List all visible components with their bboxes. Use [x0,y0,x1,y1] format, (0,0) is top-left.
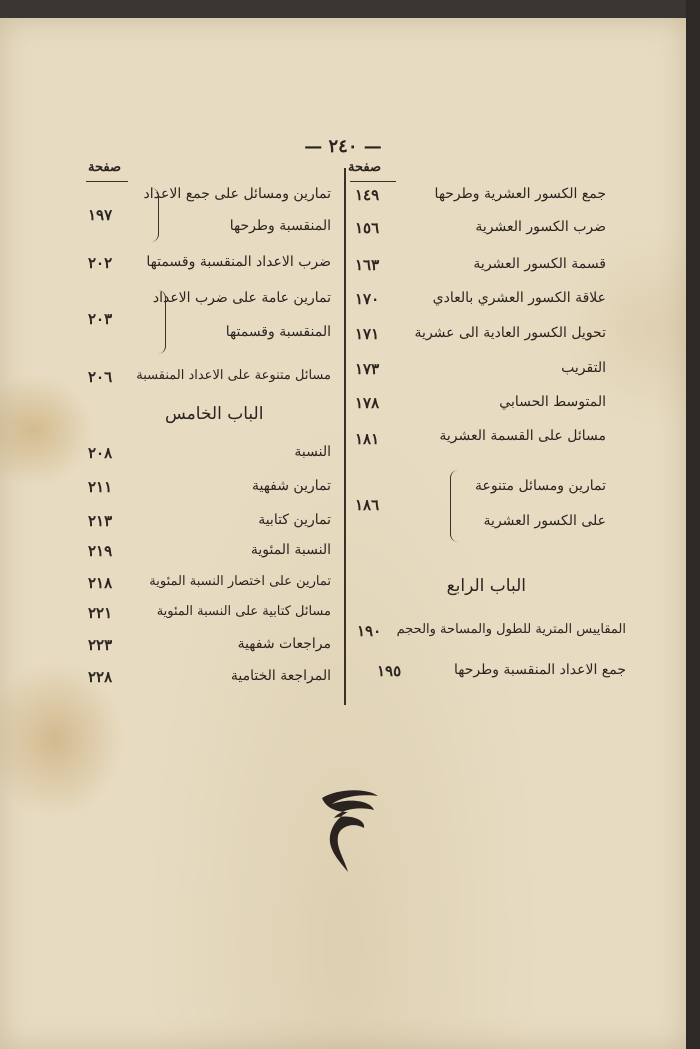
toc-page: ١٩٧ [88,206,113,224]
toc-page: ٢٢٣ [88,636,113,654]
toc-page: ٢١٩ [88,542,113,560]
toc-entry: التقريب [561,360,606,376]
toc-page: ١٧١ [355,325,380,343]
toc-page: ١٧٨ [355,394,380,412]
toc-entry-line1: تمارين عامة على ضرب الاعداد [152,290,331,306]
toc-page: ١٧٠ [355,290,380,308]
book-binding-edge [686,0,700,1049]
toc-page: ١٩٠ [357,622,382,640]
toc-entry: تمارين كتابية [258,512,331,528]
toc-page: ٢١٨ [88,574,113,592]
left-header-rule [86,181,128,182]
book-page [0,18,686,1049]
toc-page: ١٥٦ [355,219,380,237]
toc-page: ١٨٦ [355,496,380,514]
toc-entry: المراجعة الختامية [230,668,331,684]
toc-page: ٢٢٨ [88,668,113,686]
right-header-rule [350,181,396,182]
toc-page: ١٤٩ [355,186,380,204]
right-column-header: صفحة [348,160,381,175]
toc-page: ١٧٣ [355,360,380,378]
toc-entry: تمارين شفهية [251,478,331,494]
toc-entry-line2: على الكسور العشرية [483,513,606,529]
toc-entry: مسائل متنوعة على الاعداد المنقسبة [136,368,331,383]
toc-entry: المقاييس المترية للطول والمساحة والحجم [396,622,626,637]
brace [148,188,159,242]
section-title: الباب الخامس [165,404,264,424]
column-divider [344,168,346,705]
toc-page: ٢١١ [88,478,113,496]
toc-page: ٢٠٨ [88,444,113,462]
toc-entry: قسمة الكسور العشرية [473,256,606,272]
toc-page: ٢١٣ [88,512,113,530]
toc-entry-line1: تمارين ومسائل متنوعة [474,478,606,494]
toc-entry: النسبة [294,444,331,460]
toc-entry: النسبة المئوية [250,542,331,558]
toc-entry: مسائل على القسمة العشرية [439,428,606,444]
toc-entry: جمع الاعداد المنقسبة وطرحها [453,662,626,678]
toc-entry-line2: المنقسبة وطرحها [229,218,331,234]
toc-page: ٢٢١ [88,604,113,622]
page-number: — ٢٤٠ — [304,136,382,157]
toc-entry: ضرب الاعداد المنقسبة وقسمتها [146,254,331,270]
toc-entry: ضرب الكسور العشرية [475,219,606,235]
toc-entry: تمارين على اختصار النسبة المئوية [149,574,331,589]
section-title: الباب الرابع [446,576,526,596]
brace [450,470,461,542]
toc-page: ٢٠٦ [88,368,113,386]
toc-page: ٢٠٢ [88,254,113,272]
toc-page: ١٨١ [355,430,380,448]
left-column-header: صفحة [88,160,121,175]
toc-entry: المتوسط الحسابي [499,394,606,410]
toc-entry: تحويل الكسور العادية الى عشرية [414,325,606,341]
toc-entry: مراجعات شفهية [237,636,331,652]
toc-entry-line1: تمارين ومسائل على جمع الاعداد [143,186,331,202]
toc-entry: مسائل كتابية على النسبة المئوية [156,604,331,619]
brace [155,290,166,354]
toc-page: ١٩٥ [377,662,402,680]
toc-entry-line2: المنقسبة وقسمتها [225,324,331,340]
flourish-icon [318,788,382,878]
toc-entry: علاقة الكسور العشري بالعادي [432,290,606,306]
toc-page: ١٦٣ [355,256,380,274]
toc-page: ٢٠٣ [88,310,113,328]
toc-entry: جمع الكسور العشرية وطرحها [434,186,606,202]
